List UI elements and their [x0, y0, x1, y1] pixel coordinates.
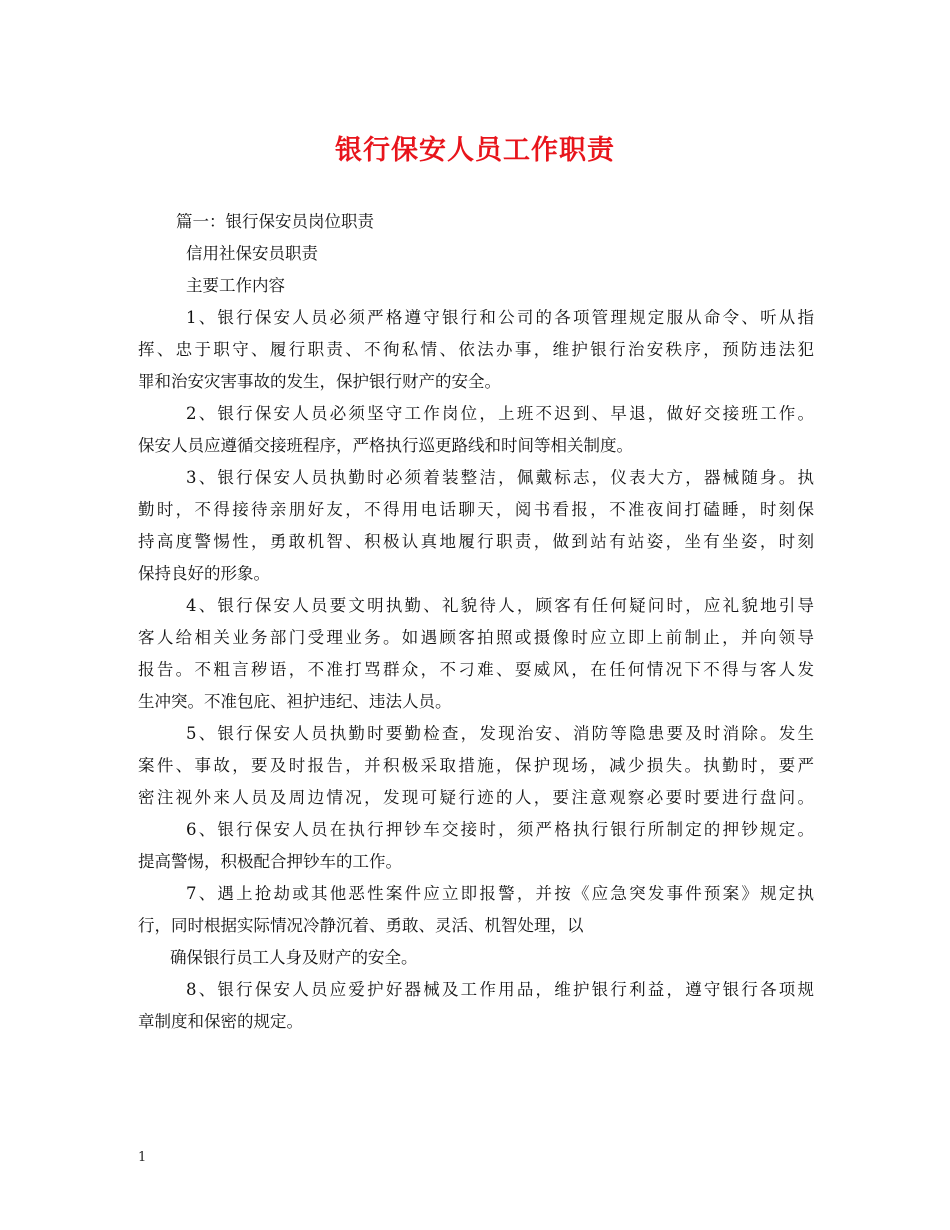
item-8-line-1: 8、银行保安人员应爱护好器械及工作用品，维护银行利益，遵守银行各项规 [186, 980, 814, 999]
item-4-line-4: 生冲突。不准包庇、袒护违纪、违法人员。 [138, 692, 452, 711]
document-body [138, 206, 814, 1038]
document-title: 银行保安人员工作职责 [335, 135, 615, 166]
item-7-line-1: 7、遇上抢劫或其他恶性案件应立即报警，并按《应急突发事件预案》规定执 [186, 884, 814, 903]
item-2-line-2: 保安人员应遵循交接班程序，严格执行巡更路线和时间等相关制度。 [138, 436, 633, 455]
item-2-line-1: 2、银行保安人员必须坚守工作岗位，上班不迟到、早退，做好交接班工作。 [186, 404, 814, 423]
item-6-line-1: 6、银行保安人员在执行押钞车交接时，须严格执行银行所制定的押钞规定。 [186, 820, 814, 839]
item-4-line-2: 客人给相关业务部门受理业务。如遇顾客拍照或摄像时应立即上前制止，并向领导 [138, 628, 814, 647]
page-number: 1 [138, 1150, 147, 1165]
item-3-line-4: 保持良好的形象。 [138, 564, 270, 583]
item-4-line-3: 报告。不粗言秽语，不准打骂群众，不刁难、耍威风，在任何情况下不得与客人发 [138, 660, 814, 679]
item-4-line-1: 4、银行保安人员要文明执勤、礼貌待人，顾客有任何疑问时，应礼貌地引导 [186, 596, 814, 615]
item-3-line-1: 3、银行保安人员执勤时必须着装整洁，佩戴标志，仪表大方，器械随身。执 [186, 468, 814, 487]
subheading-content: 主要工作内容 [186, 276, 285, 295]
item-7-line-3: 确保银行员工人身及财产的安全。 [170, 948, 418, 967]
item-1-line-1: 1、银行保安人员必须严格遵守银行和公司的各项管理规定服从命令、听从指 [186, 308, 814, 327]
item-5-line-1: 5、银行保安人员执勤时要勤检查，发现治安、消防等隐患要及时消除。发生 [186, 724, 814, 743]
item-6-line-2: 提高警惕，积极配合押钞车的工作。 [138, 852, 402, 871]
subheading-role: 信用社保安员职责 [186, 244, 318, 263]
item-1-line-2: 挥、忠于职守、履行职责、不徇私情、依法办事，维护银行治安秩序，预防违法犯 [138, 340, 814, 359]
item-3-line-3: 持高度警惕性，勇敢机智、积极认真地履行职责，做到站有站姿，坐有坐姿，时刻 [138, 532, 814, 551]
section-heading: 篇一：银行保安员岗位职责 [176, 212, 374, 231]
item-7-line-2: 行，同时根据实际情况冷静沉着、勇敢、灵活、机智处理，以 [138, 916, 584, 935]
item-5-line-2: 案件、事故，要及时报告，并积极采取措施，保护现场，减少损失。执勤时，要严 [138, 756, 814, 775]
item-5-line-3: 密注视外来人员及周边情况，发现可疑行迹的人，要注意观察必要时要进行盘问。 [138, 788, 814, 807]
item-1-line-3: 罪和治安灾害事故的发生，保护银行财产的安全。 [138, 372, 501, 391]
item-8-line-2: 章制度和保密的规定。 [138, 1012, 303, 1031]
item-3-line-2: 勤时，不得接待亲朋好友，不得用电话聊天，阅书看报，不准夜间打磕睡，时刻保 [138, 500, 814, 519]
